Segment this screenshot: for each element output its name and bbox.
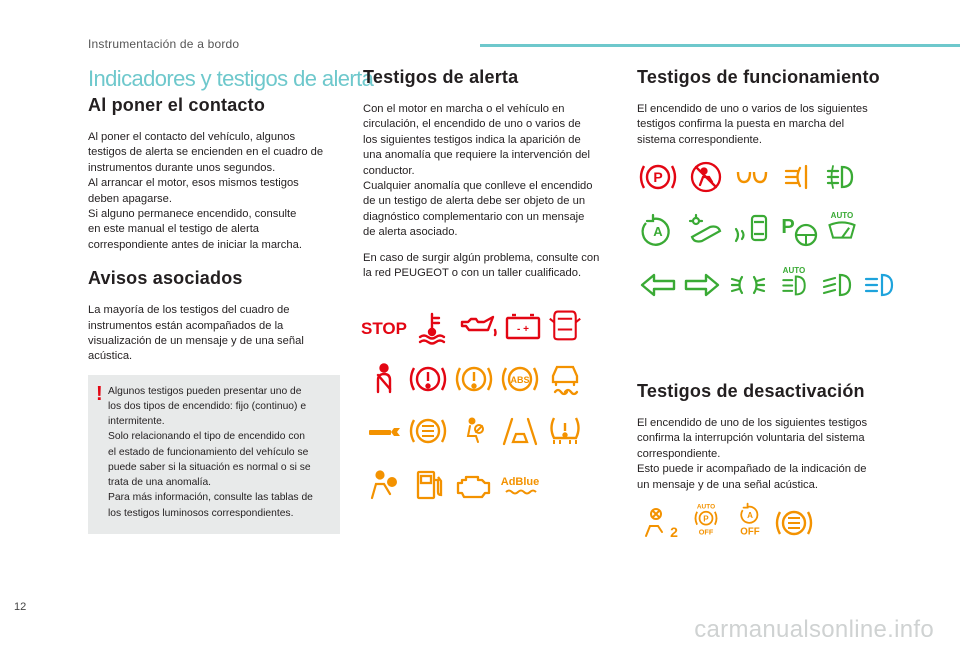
auto-wipers-icon xyxy=(820,207,864,245)
abs-icon xyxy=(498,360,542,398)
auto-wipers-icon-label: AUTO xyxy=(830,210,854,220)
battery-icon xyxy=(501,308,545,346)
tyre-pressure-icon xyxy=(543,412,587,450)
column-deactivation xyxy=(637,380,893,503)
epb-off-auto-label: AUTO xyxy=(696,503,716,511)
epb-off-label: OFF xyxy=(698,527,714,537)
running-header: Instrumentación de a bordo xyxy=(88,37,240,51)
passenger-airbag-off-icon xyxy=(640,504,684,542)
main-beam-icon xyxy=(858,266,902,304)
parking-brake-icon xyxy=(636,158,680,196)
stop-start-icon xyxy=(636,211,680,249)
park-assist-icon xyxy=(730,211,774,249)
engine-fault-icon xyxy=(452,466,496,504)
column-contact xyxy=(88,94,342,534)
section-title-contact: Al poner el contacto xyxy=(88,95,266,115)
passenger-airbag-icon xyxy=(362,466,406,504)
adblue-icon xyxy=(498,466,542,504)
page-number: 12 xyxy=(14,601,27,613)
stop-start-icon-label: A xyxy=(653,224,663,239)
front-fog-light-icon xyxy=(820,158,864,196)
electric-parking-brake-auto-icon xyxy=(776,211,820,249)
seatbelt-icon xyxy=(362,360,406,398)
column-alert xyxy=(363,66,619,291)
exclamation-icon: ! xyxy=(96,382,103,405)
section-text-function: El encendido de uno o varios de los siguientes testigos confirma la puesta en marcha del sistema correspondiente. xyxy=(637,103,868,146)
stop-start-off-label: OFF xyxy=(740,526,760,538)
dipped-beam-icon xyxy=(816,266,860,304)
section-text-alert-1: Con el motor en marcha o el vehículo en circulación, el encendido de uno o varios de los siguientes testigos indica la aparición de una anomalía que requiere la intervención del conductor. Cualquier anomalía que conlleve el encendido de un testigo de alerta debe ser objeto de un diagnóstico complementario con un mensaje de alerta asociado. xyxy=(363,103,593,239)
coolant-temperature-icon xyxy=(410,308,454,346)
parking-brake-icon-label: P xyxy=(653,169,663,185)
auto-parking-brake-off-icon xyxy=(684,500,728,538)
section-title-function: Testigos de funcionamiento xyxy=(637,67,880,87)
section-text-deactivation: El encendido de uno de los siguientes testigos confirma la interrupción voluntaria del sistema correspondiente. Esto puede ir acompañado de la indicación de un mensaje y de una señal acústica. xyxy=(637,417,868,491)
service-wrench-icon xyxy=(362,412,406,450)
rear-fog-light-icon xyxy=(776,158,820,196)
airbag-off-icon-label: 2 xyxy=(670,524,678,540)
left-indicator-icon xyxy=(636,266,680,304)
braking-fault-icon xyxy=(452,360,496,398)
column-function xyxy=(637,66,893,158)
glow-plug-icon xyxy=(730,158,774,196)
cruise-speed-limiter-icon xyxy=(684,211,728,249)
section-title-deactivation: Testigos de desactivación xyxy=(637,381,865,401)
section-title-avisos: Avisos asociados xyxy=(88,268,243,289)
auto-headlights-icon xyxy=(772,262,816,300)
epb-off-p-label: P xyxy=(703,514,709,524)
brake-pad-off-icon xyxy=(772,504,816,542)
oil-pressure-icon xyxy=(456,308,500,346)
watermark: carmanualsonline.info xyxy=(694,616,934,643)
section-text-contact: Al poner el contacto del vehículo, algunos testigos de alerta se encienden en el cuadro de instrumentos durante unos segundos. Al arrancar el motor, esos mismos testigos deben apagarse. Si alguno permanece encendido, consulte en este manual el testigo de alerta correspondiente antes de iniciar la marcha. xyxy=(88,131,324,251)
airbag-off-icon xyxy=(452,412,496,450)
belt-passenger-icon xyxy=(684,158,728,196)
stop-icon xyxy=(362,308,406,346)
section-text-alert-2: En caso de surgir algún problema, consulte con la red PEUGEOT o con un taller cualificado. xyxy=(363,251,600,280)
right-indicator-icon xyxy=(680,266,724,304)
stop-start-off-icon xyxy=(728,500,772,538)
low-fuel-icon xyxy=(406,466,450,504)
page-title: Indicadores y testigos de alerta xyxy=(88,66,374,91)
stability-control-icon xyxy=(543,360,587,398)
lane-departure-icon xyxy=(498,412,542,450)
abs-icon-label: ABS xyxy=(510,375,530,385)
sidelights-icon xyxy=(726,266,770,304)
adblue-icon-label: AdBlue xyxy=(500,476,540,488)
stop-start-off-a-label: A xyxy=(747,511,753,521)
section-title-alert: Testigos de alerta xyxy=(363,67,519,87)
brake-pad-wear-icon xyxy=(406,412,450,450)
open-door-icon xyxy=(543,306,587,344)
auto-headlights-icon-label: AUTO xyxy=(782,265,806,275)
epb-icon-label: P xyxy=(781,216,795,238)
section-text-avisos: La mayoría de los testigos del cuadro de instrumentos están acompañados de la visualización de un mensaje y de una señal acústica. xyxy=(88,304,304,363)
battery-icon-label: - + xyxy=(517,324,529,335)
warning-note-text: Algunos testigos pueden presentar uno de los dos tipos de encendido: fijo (continuo) e intermitente. Solo relacionando el tipo de encendido con el estado de funcionamiento del vehículo se puede saber si la situación es normal o si se trata de una anomalía. Para más información, consulte las tablas de los testigos luminosos correspondientes. xyxy=(108,385,313,519)
stop-icon-label: STOP xyxy=(361,319,407,338)
brake-warning-icon xyxy=(406,360,450,398)
header-accent-line xyxy=(480,44,960,47)
warning-note xyxy=(88,375,340,534)
